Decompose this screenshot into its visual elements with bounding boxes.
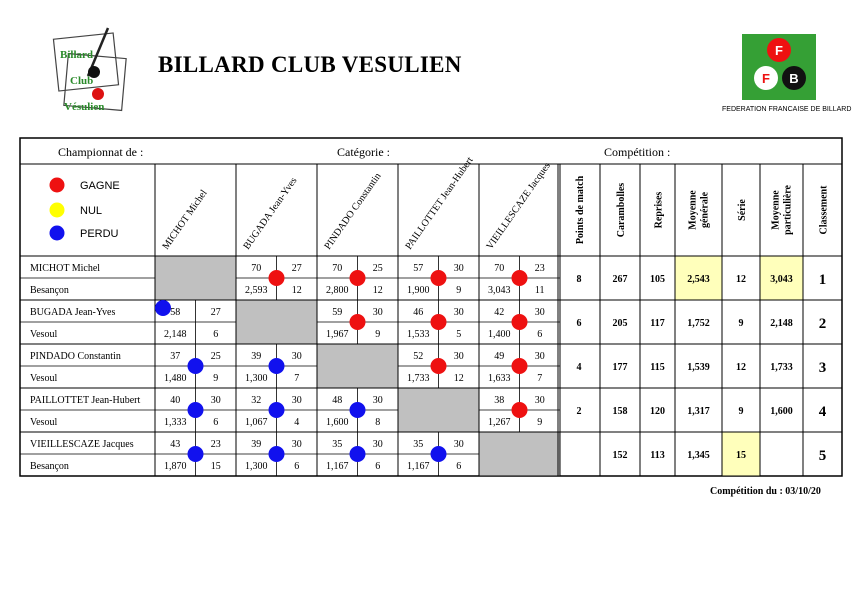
match-score: 59: [332, 307, 343, 318]
win-dot: [269, 270, 285, 286]
match-target: 30: [210, 395, 221, 406]
stat-header-3: Reprises: [653, 191, 665, 229]
win-dot: [350, 270, 366, 286]
loss-dot: [188, 446, 204, 462]
legend-nul: NUL: [80, 205, 103, 217]
match-target: 30: [534, 395, 545, 406]
match-innings: 6: [213, 417, 219, 428]
legend-dot-nul: [50, 203, 65, 218]
player-name: MICHOT Michel: [30, 263, 101, 274]
player-name: PINDADO Constantin: [30, 351, 121, 362]
logo-line-1: Billard: [60, 49, 94, 61]
match-target: 23: [210, 439, 221, 450]
ffb-letter-3: B: [789, 71, 799, 86]
match-score: 40: [170, 395, 181, 406]
stat-moy-gen: 1,752: [687, 318, 710, 329]
match-target: 30: [453, 307, 464, 318]
legend-gagne: GAGNE: [80, 180, 120, 192]
match-average: 1,533: [407, 329, 430, 340]
stat-classement: 1: [818, 272, 827, 288]
match-target: 30: [291, 395, 302, 406]
match-innings: 12: [372, 285, 383, 296]
stat-carambolles: 177: [612, 362, 628, 373]
match-target: 27: [210, 307, 221, 318]
match-innings: 9: [456, 285, 462, 296]
match-score: 35: [332, 439, 343, 450]
match-score: 43: [170, 439, 181, 450]
stat-moy-part: 1,600: [770, 406, 793, 417]
win-dot: [350, 314, 366, 330]
match-innings: 6: [456, 461, 462, 472]
match-average: 1,167: [326, 461, 349, 472]
match-score: 52: [413, 351, 424, 362]
match-innings: 11: [534, 285, 545, 296]
stat-header-1: Points de match: [575, 175, 586, 245]
match-score: 48: [332, 395, 343, 406]
stat-serie: 12: [736, 274, 746, 285]
match-average: 1,870: [164, 461, 187, 472]
loss-dot: [269, 446, 285, 462]
opponent-header-3: PINDADO Constantin: [322, 170, 384, 252]
grey-self-cell: [236, 300, 317, 344]
loss-dot: [350, 446, 366, 462]
match-score: 32: [251, 395, 262, 406]
player-city: Besançon: [30, 285, 69, 296]
stat-classement: 5: [818, 448, 827, 464]
stat-carambolles: 267: [612, 274, 628, 285]
match-target: 30: [453, 263, 464, 274]
stat-carambolles: 152: [612, 450, 628, 461]
stat-classement: 2: [818, 316, 827, 332]
match-innings: 6: [213, 329, 219, 340]
stat-classement: 4: [818, 404, 827, 420]
match-innings: 15: [210, 461, 221, 472]
stat-header-6-b: particulière: [782, 185, 794, 235]
match-score: 37: [170, 351, 181, 362]
stat-reprises: 113: [650, 450, 665, 461]
match-score: 70: [332, 263, 343, 274]
grey-self-cell: [479, 432, 560, 476]
win-dot: [431, 270, 447, 286]
match-target: 23: [534, 263, 545, 274]
win-dot: [512, 402, 528, 418]
match-score: 39: [251, 351, 262, 362]
match-score: 58: [170, 307, 181, 318]
stat-moy-part: 2,148: [770, 318, 793, 329]
page-title: BILLARD CLUB VESULIEN: [158, 52, 462, 77]
match-score: 46: [413, 307, 424, 318]
stat-reprises: 115: [650, 362, 665, 373]
match-innings: 6: [294, 461, 300, 472]
match-innings: 12: [291, 285, 302, 296]
match-innings: 9: [375, 329, 381, 340]
ffb-letter-1: F: [775, 43, 783, 58]
match-target: 30: [453, 439, 464, 450]
match-average: 1,267: [488, 417, 511, 428]
grey-self-cell: [317, 344, 398, 388]
match-average: 1,300: [245, 461, 268, 472]
match-target: 30: [291, 351, 302, 362]
match-target: 30: [534, 307, 545, 318]
match-target: 30: [291, 439, 302, 450]
match-innings: 7: [537, 373, 543, 384]
opponent-header-2: BUGADA Jean-Yves: [241, 175, 300, 252]
player-city: Vesoul: [30, 417, 58, 428]
match-average: 1,067: [245, 417, 268, 428]
match-average: 1,480: [164, 373, 187, 384]
match-score: 49: [494, 351, 505, 362]
loss-dot: [269, 402, 285, 418]
stat-header-5: Série: [737, 199, 748, 221]
loss-dot: [188, 402, 204, 418]
grey-self-cell: [155, 256, 236, 300]
stat-points: 2: [576, 406, 582, 417]
match-average: 1,300: [245, 373, 268, 384]
match-average: 1,633: [488, 373, 511, 384]
match-average: 3,043: [488, 285, 511, 296]
match-target: 30: [372, 307, 383, 318]
match-target: 30: [372, 395, 383, 406]
loss-dot: [188, 358, 204, 374]
legend-dot-perdu: [50, 226, 65, 241]
match-score: 39: [251, 439, 262, 450]
stat-reprises: 105: [650, 274, 665, 285]
competition-label: Compétition :: [604, 145, 671, 159]
match-innings: 12: [453, 373, 464, 384]
match-average: 2,800: [326, 285, 349, 296]
logo-line-2: Club: [70, 75, 94, 87]
championnat-label: Championnat de :: [58, 145, 144, 159]
ffb-letter-2: F: [762, 71, 770, 86]
match-innings: 6: [375, 461, 381, 472]
match-average: 1,967: [326, 329, 349, 340]
match-innings: 8: [375, 417, 381, 428]
player-name: BUGADA Jean-Yves: [30, 307, 116, 318]
stat-serie: 15: [736, 450, 746, 461]
stat-header-4-b: générale: [699, 191, 711, 229]
match-average: 1,167: [407, 461, 430, 472]
stat-moy-part: 3,043: [770, 274, 793, 285]
match-score: 57: [413, 263, 424, 274]
win-dot: [512, 314, 528, 330]
stat-points: 4: [576, 362, 582, 373]
stat-moy-part: 1,733: [770, 362, 793, 373]
match-innings: 9: [537, 417, 543, 428]
loss-dot: [431, 446, 447, 462]
stat-header-2: Carambolles: [616, 182, 627, 238]
match-score: 70: [494, 263, 505, 274]
match-innings: 7: [294, 373, 300, 384]
stat-points: 6: [576, 318, 582, 329]
player-city: Besançon: [30, 461, 69, 472]
stat-carambolles: 205: [612, 318, 628, 329]
stat-points: 8: [576, 274, 582, 285]
match-innings: 5: [456, 329, 462, 340]
opponent-header-1: MICHOT Michel: [160, 187, 210, 252]
stat-reprises: 120: [650, 406, 665, 417]
stat-moy-gen: 1,539: [687, 362, 710, 373]
match-innings: 6: [537, 329, 543, 340]
win-dot: [512, 358, 528, 374]
win-dot: [431, 314, 447, 330]
grey-self-cell: [398, 388, 479, 432]
match-target: 30: [534, 351, 545, 362]
player-city: Vesoul: [30, 373, 58, 384]
match-target: 27: [291, 263, 302, 274]
match-innings: 9: [213, 373, 219, 384]
stat-header-4-a: Moyenne: [687, 190, 699, 230]
ffb-caption: FEDERATION FRANCAISE DE BILLARD: [722, 106, 852, 113]
stat-header-6-a: Moyenne: [770, 190, 782, 230]
player-city: Vesoul: [30, 329, 58, 340]
win-dot: [431, 358, 447, 374]
loss-dot: [269, 358, 285, 374]
opponent-header-4: PAILLOTTET Jean-Hubert: [403, 155, 476, 252]
footer-label: Compétition du :: [710, 486, 783, 497]
footer-date: 03/10/20: [785, 486, 821, 497]
stat-reprises: 117: [650, 318, 665, 329]
stat-moy-gen: 1,345: [687, 450, 710, 461]
stat-moy-gen: 2,543: [687, 274, 710, 285]
stat-serie: 9: [738, 318, 744, 329]
competition-date-footer: [710, 486, 821, 497]
loss-dot: [155, 300, 171, 316]
match-average: 1,600: [326, 417, 349, 428]
stat-serie: 12: [736, 362, 746, 373]
match-target: 25: [210, 351, 221, 362]
match-score: 70: [251, 263, 262, 274]
stat-header-7: Classement: [818, 185, 830, 235]
match-average: 1,400: [488, 329, 511, 340]
match-score: 35: [413, 439, 424, 450]
match-average: 2,148: [164, 329, 187, 340]
loss-dot: [350, 402, 366, 418]
match-target: 25: [372, 263, 383, 274]
player-name: VIEILLESCAZE Jacques: [30, 439, 134, 450]
match-innings: 4: [294, 417, 300, 428]
logo-line-3: Vésulien: [64, 101, 105, 113]
match-score: 42: [494, 307, 505, 318]
match-target: 30: [372, 439, 383, 450]
legend-perdu: PERDU: [80, 228, 119, 240]
stat-carambolles: 158: [612, 406, 628, 417]
categorie-label: Catégorie :: [337, 145, 390, 159]
opponent-header-5: VIEILLESCAZE Jacques: [484, 160, 553, 252]
stat-classement: 3: [818, 360, 827, 376]
match-target: 30: [453, 351, 464, 362]
match-score: 38: [494, 395, 505, 406]
stat-moy-gen: 1,317: [687, 406, 710, 417]
legend-dot-gagne: [50, 178, 65, 193]
match-average: 2,593: [245, 285, 268, 296]
match-average: 1,900: [407, 285, 430, 296]
player-name: PAILLOTTET Jean-Hubert: [30, 395, 141, 406]
match-average: 1,733: [407, 373, 430, 384]
match-average: 1,333: [164, 417, 187, 428]
win-dot: [512, 270, 528, 286]
stat-serie: 9: [738, 406, 744, 417]
